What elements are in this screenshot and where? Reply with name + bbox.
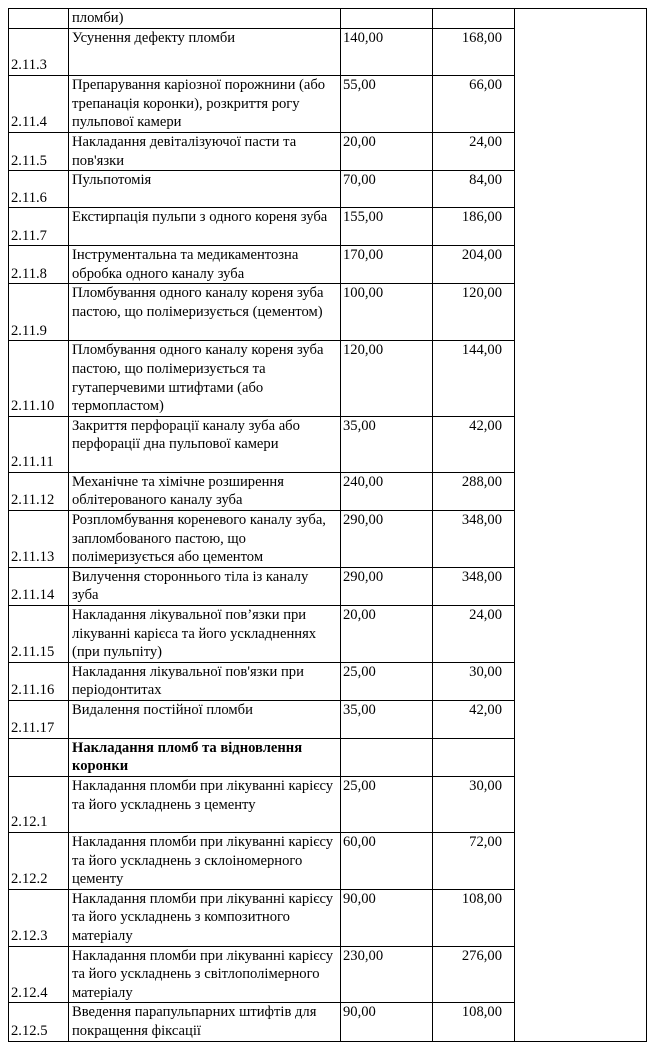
price-cell: 25,00 [341,662,433,700]
price-cell: 55,00 [341,76,433,133]
price-cell [341,9,433,29]
empty-column [515,9,647,1042]
row-code: 2.12.1 [9,777,69,833]
price-cell: 90,00 [341,1003,433,1041]
row-code: 2.11.17 [9,700,69,738]
row-code: 2.11.10 [9,341,69,416]
service-description: Накладання пломби при лікуванні карієсу та його ускладнень з цементу [69,777,341,833]
price-vat-cell: 144,00 [433,341,515,416]
price-vat-cell: 288,00 [433,472,515,510]
price-vat-cell: 24,00 [433,605,515,662]
price-cell: 25,00 [341,777,433,833]
service-description: Видалення постійної пломби [69,700,341,738]
row-code: 2.11.7 [9,208,69,246]
price-vat-cell [433,9,515,29]
row-code [9,9,69,29]
service-description: Введення парапульпарних штифтів для покращення фіксації [69,1003,341,1041]
row-code: 2.11.16 [9,662,69,700]
row-code: 2.11.5 [9,133,69,171]
row-code [9,738,69,776]
price-cell: 230,00 [341,946,433,1003]
service-description: Пломбування одного каналу кореня зуба пастою, що полімеризується та гутаперчевими штифтами (або термопластом) [69,341,341,416]
price-vat-cell: 30,00 [433,777,515,833]
service-description: Накладання девіталізуючої пасти та пов'язки [69,133,341,171]
price-vat-cell: 30,00 [433,662,515,700]
price-cell: 290,00 [341,567,433,605]
price-cell: 20,00 [341,133,433,171]
price-cell: 60,00 [341,833,433,890]
table-body [9,9,647,1042]
service-description: Накладання пломби при лікуванні карієсу та його ускладнень з композитного матеріалу [69,889,341,946]
row-code: 2.11.14 [9,567,69,605]
price-vat-cell: 84,00 [433,171,515,208]
service-description: Препарування каріозної порожнини (або трепанація коронки), розкриття рогу пульпової камери [69,76,341,133]
price-cell [341,738,433,776]
row-code: 2.11.13 [9,510,69,567]
price-vat-cell: 276,00 [433,946,515,1003]
service-description: Закриття перфорації каналу зуба або перфорації дна пульпової камери [69,416,341,472]
row-code: 2.11.3 [9,29,69,76]
price-cell: 120,00 [341,341,433,416]
service-description: Інструментальна та медикаментозна обробка одного каналу зуба [69,246,341,284]
row-code: 2.12.5 [9,1003,69,1041]
service-description: Накладання лікувальної пов’язки при лікуванні карієса та його ускладненнях (при пульпіту) [69,605,341,662]
price-vat-cell: 204,00 [433,246,515,284]
service-description: Розпломбування кореневого каналу зуба, запломбованого пастою, що полімеризується або цементом [69,510,341,567]
service-description: Пломбування одного каналу кореня зуба пастою, що полімеризується (цементом) [69,284,341,341]
price-vat-cell [433,738,515,776]
price-vat-cell: 24,00 [433,133,515,171]
row-code: 2.12.3 [9,889,69,946]
price-cell: 35,00 [341,700,433,738]
section-heading: Накладання пломб та відновлення коронки [69,738,341,776]
price-cell: 290,00 [341,510,433,567]
price-cell: 70,00 [341,171,433,208]
price-vat-cell: 168,00 [433,29,515,76]
price-vat-cell: 72,00 [433,833,515,890]
service-description: Механічне та хімічне розширення облітерованого каналу зуба [69,472,341,510]
price-vat-cell: 108,00 [433,889,515,946]
price-cell: 140,00 [341,29,433,76]
service-description: Вилучення стороннього тіла із каналу зуба [69,567,341,605]
row-code: 2.11.8 [9,246,69,284]
service-description: Накладання пломби при лікуванні карієсу та його ускладнень з світлополімерного матеріалу [69,946,341,1003]
price-cell: 90,00 [341,889,433,946]
row-code: 2.11.9 [9,284,69,341]
row-code: 2.12.2 [9,833,69,890]
price-cell: 100,00 [341,284,433,341]
price-cell: 240,00 [341,472,433,510]
service-description: Усунення дефекту пломби [69,29,341,76]
row-code: 2.12.4 [9,946,69,1003]
price-vat-cell: 66,00 [433,76,515,133]
price-vat-cell: 42,00 [433,700,515,738]
price-cell: 155,00 [341,208,433,246]
row-code: 2.11.11 [9,416,69,472]
service-description: Пульпотомія [69,171,341,208]
price-table [8,8,647,1042]
service-description: Накладання пломби при лікуванні карієсу та його ускладнень з склоіномерного цементу [69,833,341,890]
price-cell: 170,00 [341,246,433,284]
price-cell: 35,00 [341,416,433,472]
price-cell: 20,00 [341,605,433,662]
price-vat-cell: 348,00 [433,510,515,567]
price-vat-cell: 108,00 [433,1003,515,1041]
row-code: 2.11.4 [9,76,69,133]
price-vat-cell: 120,00 [433,284,515,341]
table-row [9,9,647,29]
row-code: 2.11.6 [9,171,69,208]
service-description: пломби) [69,9,341,29]
row-code: 2.11.12 [9,472,69,510]
price-vat-cell: 348,00 [433,567,515,605]
price-vat-cell: 186,00 [433,208,515,246]
price-vat-cell: 42,00 [433,416,515,472]
service-description: Накладання лікувальної пов'язки при періодонтитах [69,662,341,700]
service-description: Екстирпація пульпи з одного кореня зуба [69,208,341,246]
row-code: 2.11.15 [9,605,69,662]
